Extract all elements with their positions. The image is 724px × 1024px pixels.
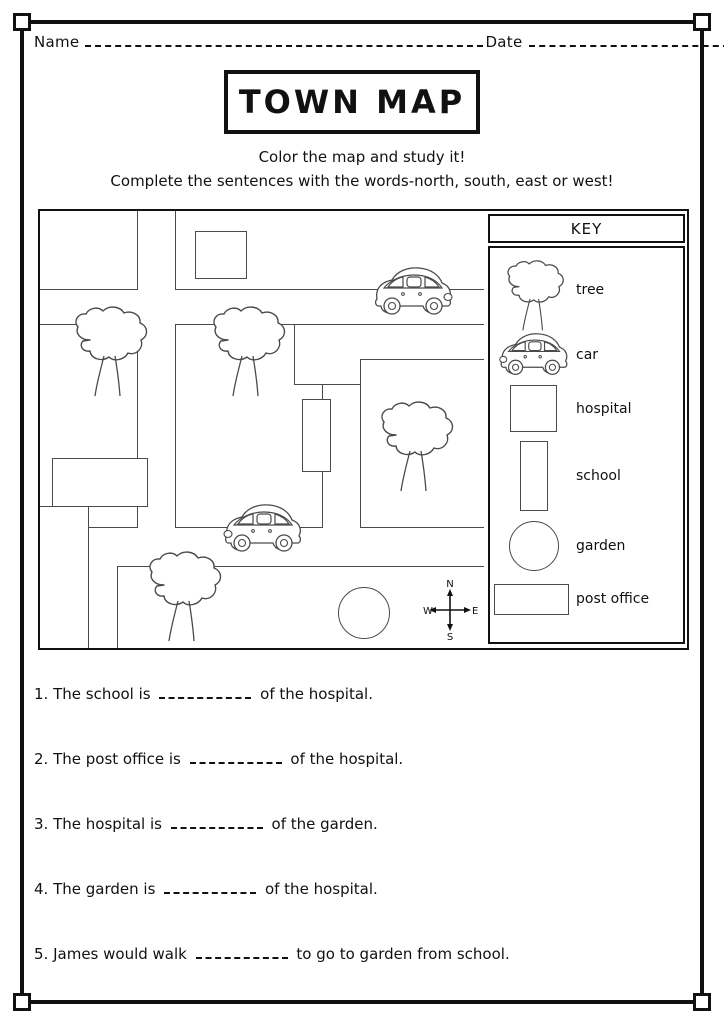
key-item-tree[interactable] (490, 254, 683, 326)
question-4 (34, 879, 684, 944)
square-icon (490, 382, 576, 436)
map-tree-4[interactable] (144, 551, 230, 643)
map-post-office-building[interactable] (52, 458, 148, 507)
question-1-text-after: of the hospital. (260, 685, 373, 703)
key-label-car: car (576, 347, 599, 363)
question-1 (34, 684, 684, 749)
key-body (488, 246, 685, 644)
question-3-text-before: The hospital is (53, 815, 162, 833)
map-tree-2[interactable] (208, 306, 294, 398)
corner-square-bottom-right (693, 993, 711, 1011)
page-border-right (700, 20, 704, 1004)
tall-rectangle-icon (490, 438, 576, 514)
name-label: Name (34, 33, 80, 51)
question-2-answer-blank[interactable] (190, 750, 282, 764)
key-label-school: school (576, 468, 621, 484)
question-1-text-before: The school is (53, 685, 151, 703)
map-tree-1[interactable] (70, 306, 156, 398)
key-label-tree: tree (576, 282, 605, 298)
page-border-left (20, 20, 24, 1004)
question-1-answer-blank[interactable] (159, 685, 251, 699)
key-header (488, 214, 685, 243)
key-item-post-office[interactable] (490, 578, 683, 620)
town-map-canvas[interactable] (40, 211, 484, 648)
page-border-top (20, 20, 704, 24)
wide-rectangle-icon (490, 578, 576, 620)
question-4-text-before: The garden is (53, 880, 156, 898)
key-label-garden: garden (576, 538, 626, 554)
tree-icon (490, 260, 576, 320)
question-3-number: 3. (34, 815, 49, 833)
question-3-text-after: of the garden. (271, 815, 378, 833)
map-tree-3[interactable] (376, 401, 462, 493)
instruction-line-1: Color the map and study it! (258, 148, 466, 166)
compass-rose (422, 579, 478, 641)
car-icon (490, 330, 576, 380)
questions-list (34, 684, 684, 1009)
question-1-number: 1. (34, 685, 49, 703)
question-2-text-after: of the hospital. (290, 750, 404, 768)
map-school-building[interactable] (302, 399, 331, 472)
question-2-number: 2. (34, 750, 49, 768)
question-5 (34, 944, 684, 1009)
date-label: Date (485, 33, 523, 51)
key-item-hospital[interactable] (490, 382, 683, 436)
map-car-1[interactable] (372, 266, 454, 318)
compass-south-label: S (446, 632, 454, 643)
question-2 (34, 749, 684, 814)
key-label-post-office: post office (576, 591, 650, 607)
map-block-nw (40, 211, 138, 290)
question-2-text-before: The post office is (53, 750, 181, 768)
compass-north-label: N (446, 579, 454, 590)
date-input-line[interactable] (529, 34, 724, 47)
compass-west-label: W (423, 606, 433, 617)
key-item-car[interactable] (490, 330, 683, 380)
key-label-hospital: hospital (576, 401, 632, 417)
map-car-2[interactable] (222, 503, 304, 555)
title-box (224, 70, 480, 134)
key-header-label: KEY (570, 219, 603, 238)
name-input-line[interactable] (85, 34, 483, 47)
map-block-sw (40, 506, 89, 648)
question-5-answer-blank[interactable] (196, 945, 288, 959)
key-item-garden[interactable] (490, 518, 683, 574)
question-5-text-after: to go to garden from school. (296, 945, 510, 963)
circle-icon (490, 518, 576, 574)
question-4-number: 4. (34, 880, 49, 898)
name-date-row (34, 33, 690, 59)
instruction-line-2: Complete the sentences with the words-north, south, east or west! (110, 172, 614, 190)
map-hospital-building[interactable] (195, 231, 247, 279)
question-5-text-before: James would walk (53, 945, 187, 963)
corner-square-top-left (13, 13, 31, 31)
map-garden[interactable] (338, 587, 390, 639)
page-title: TOWN MAP (238, 83, 466, 121)
key-item-school[interactable] (490, 438, 683, 514)
question-3-answer-blank[interactable] (171, 815, 263, 829)
question-5-number: 5. (34, 945, 49, 963)
corner-square-top-right (693, 13, 711, 31)
question-4-text-after: of the hospital. (264, 880, 378, 898)
question-4-answer-blank[interactable] (164, 880, 256, 894)
corner-square-bottom-left (13, 993, 31, 1011)
map-key-panel (484, 211, 689, 648)
town-map-frame (38, 209, 689, 650)
compass-east-label: E (472, 606, 479, 617)
question-3 (34, 814, 684, 879)
